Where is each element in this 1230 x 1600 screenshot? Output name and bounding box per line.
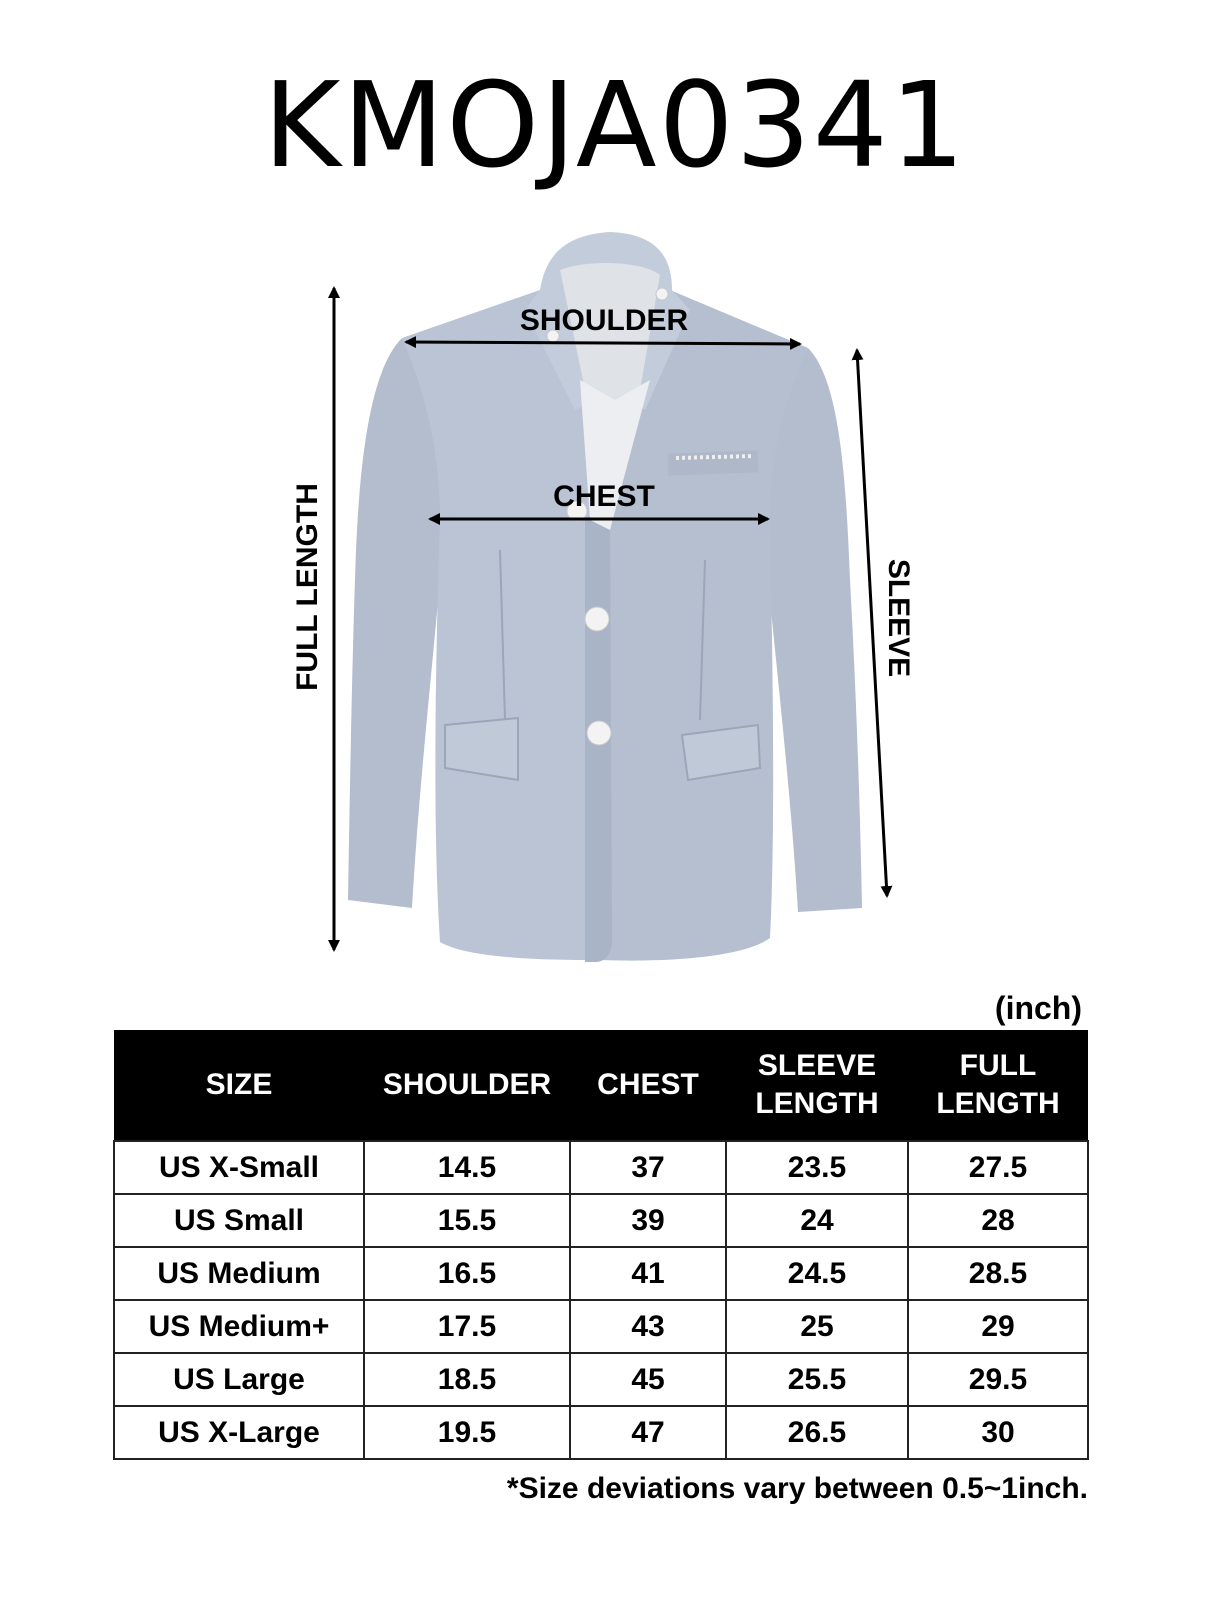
left-pocket-flap (445, 718, 518, 780)
table-row (114, 1194, 1088, 1247)
table-cell: 27.5 (908, 1141, 1088, 1194)
table-cell: 37 (570, 1141, 726, 1194)
table-cell: 25 (726, 1300, 908, 1353)
table-cell: 23.5 (726, 1141, 908, 1194)
jacket-illustration (0, 220, 1230, 1000)
table-cell: 29.5 (908, 1353, 1088, 1406)
table-cell: 26.5 (726, 1406, 908, 1459)
table-cell: 15.5 (364, 1194, 570, 1247)
sleeve-label: SLEEVE (882, 558, 915, 678)
table-cell: 30 (908, 1406, 1088, 1459)
table-cell: 17.5 (364, 1300, 570, 1353)
header-sleeve-length (726, 1030, 908, 1141)
size-deviation-footnote: *Size deviations vary between 0.5~1inch. (506, 1472, 1088, 1505)
table-cell: 39 (570, 1194, 726, 1247)
header-chest (570, 1030, 726, 1141)
table-cell: US Large (114, 1353, 364, 1406)
table-cell: 47 (570, 1406, 726, 1459)
chest-pocket (668, 450, 759, 475)
unit-label: (inch) (994, 990, 1082, 1026)
table-row (114, 1141, 1088, 1194)
table-row (114, 1247, 1088, 1300)
table-cell: US X-Small (114, 1141, 364, 1194)
table-cell: 14.5 (364, 1141, 570, 1194)
right-sleeve (770, 348, 862, 912)
jacket-button (585, 607, 609, 631)
header-size (114, 1030, 364, 1141)
header-text: LENGTH (936, 1087, 1060, 1120)
shoulder-label: SHOULDER (519, 304, 689, 337)
header-text: SIZE (205, 1068, 273, 1101)
shoulder-arrow (406, 342, 800, 344)
table-cell: US Medium (114, 1247, 364, 1300)
table-cell: 24 (726, 1194, 908, 1247)
header-text: SHOULDER (382, 1068, 552, 1101)
table-cell: 28 (908, 1194, 1088, 1247)
table-row (114, 1406, 1088, 1459)
header-text: CHEST (597, 1068, 699, 1101)
size-chart-table (113, 1030, 1089, 1460)
table-cell: 18.5 (364, 1353, 570, 1406)
table-cell: 19.5 (364, 1406, 570, 1459)
table-header-row (114, 1030, 1088, 1141)
jacket-measurement-figure (0, 220, 1230, 1000)
table-cell: 45 (570, 1353, 726, 1406)
table-cell: 29 (908, 1300, 1088, 1353)
header-text: LENGTH (755, 1087, 879, 1120)
product-code-title: KMOJA0341 (263, 56, 967, 194)
jacket-button (587, 721, 611, 745)
table-cell: 43 (570, 1300, 726, 1353)
header-text: SLEEVE (757, 1049, 877, 1082)
left-sleeve (348, 338, 440, 908)
table-cell: US X-Large (114, 1406, 364, 1459)
table-cell: 25.5 (726, 1353, 908, 1406)
header-full-length (908, 1030, 1088, 1141)
full-length-label: FULL LENGTH (291, 483, 324, 691)
header-text: FULL (959, 1049, 1037, 1082)
table-cell: US Medium+ (114, 1300, 364, 1353)
collar-button (656, 288, 668, 300)
table-cell: US Small (114, 1194, 364, 1247)
table-cell: 16.5 (364, 1247, 570, 1300)
header-shoulder (364, 1030, 570, 1141)
table-row (114, 1353, 1088, 1406)
table-row (114, 1300, 1088, 1353)
table-cell: 41 (570, 1247, 726, 1300)
chest-label: CHEST (553, 480, 655, 513)
table-cell: 28.5 (908, 1247, 1088, 1300)
table-cell: 24.5 (726, 1247, 908, 1300)
